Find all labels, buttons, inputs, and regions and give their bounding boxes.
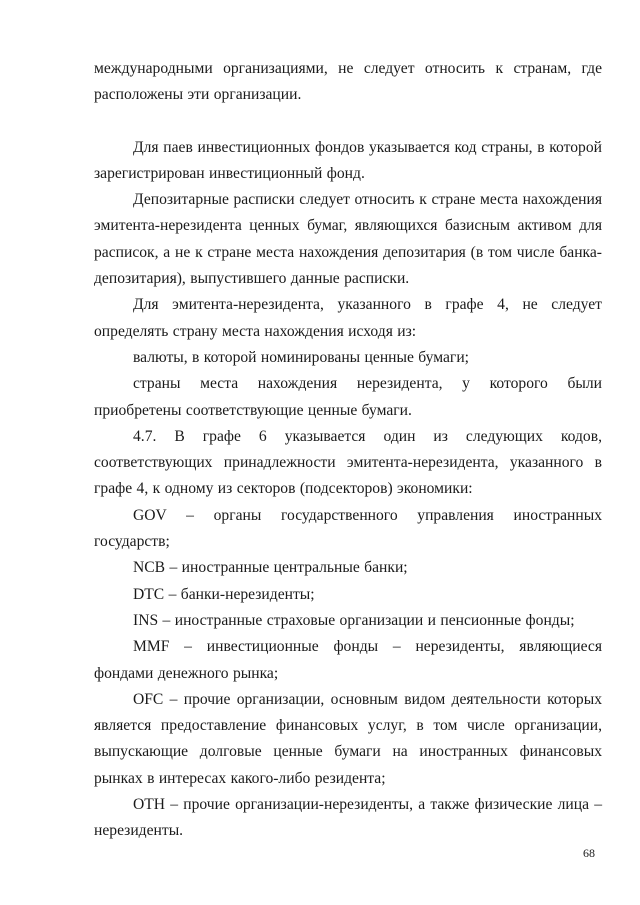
paragraph-depositary-receipts: Депозитарные расписки следует относить к стране места нахождения эмитента-нерезидента ценных бумаг, являющихся базисным активом для расписок, а не к стране места нахождения депозитария (в том числе банка-депозитария), выпустившего данные расписки. [94,191,602,288]
paragraph-section-4-7: 4.7. В графе 6 указывается один из следующих кодов, соответствующих принадлежности эмитента-нерезидента, указанного в графе 4, к одному из секторов (подсекторов) экономики: [94,427,602,498]
paragraph-issuer-country-rule: Для эмитента-нерезидента, указанного в графе 4, не следует определять страну места нахождения исходя из: [94,296,602,340]
sector-code-mmf: MMF – инвестиционные фонды – нерезиденты, являющиеся фондами денежного рынка; [94,638,602,682]
sector-code-ins: INS – иностранные страховые организации и пенсионные фонды; [133,611,575,629]
paragraph-seller-country-exclusion: страны места нахождения нерезидента, у которого были приобретены соответствующие ценные бумаги. [94,375,602,419]
sector-code-ofc: OFC – прочие организации, основным видом деятельности которых является предоставление финансовых услуг, в том числе организации, выпускающие долговые ценные бумаги на иностранных финансовых рынках в интересах какого-либо резидента; [94,690,602,787]
sector-code-dtc: DTC – банки-нерезиденты; [133,585,315,603]
sector-code-gov: GOV – органы государственного управления иностранных государств; [94,506,602,551]
paragraph-investment-funds: Для паев инвестиционных фондов указывается код страны, в которой зарегистрирован инвестиционный фонд. [94,138,602,182]
sector-code-oth: OTH – прочие организации-нерезиденты, а также физические лица – нерезиденты. [94,796,602,840]
paragraph-currency-exclusion: валюты, в которой номинированы ценные бумаги; [133,348,469,366]
paragraph-organizations-continuation: международными организациями, не следует относить к странам, где расположены эти организации. [94,60,602,104]
sector-code-ncb: NCB – иностранные центральные банки; [133,559,408,577]
document-body [94,56,602,845]
page-number: 68 [583,846,595,860]
